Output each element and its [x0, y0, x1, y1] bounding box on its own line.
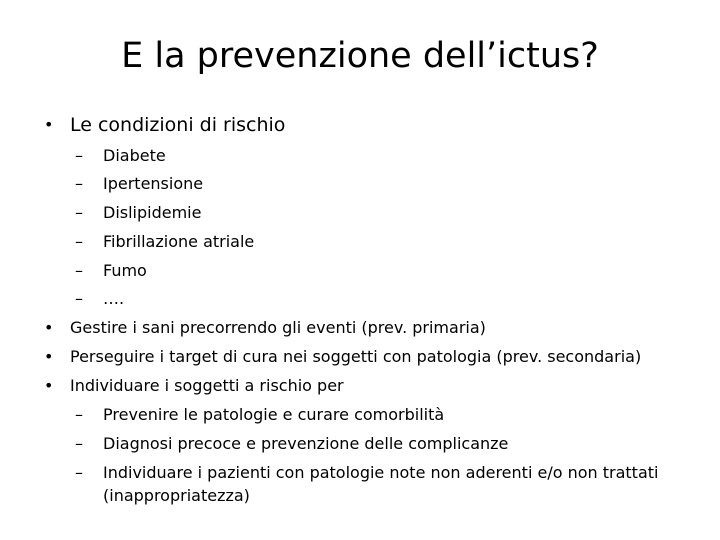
- bullet-text: Gestire i sani precorrendo gli eventi (prev. primaria): [70, 318, 486, 337]
- sub-item-text: Diabete: [103, 146, 166, 165]
- bullet-item-risk-conditions: [44, 113, 286, 137]
- sub-item: [75, 173, 204, 195]
- sub-item-continuation: [103, 485, 250, 507]
- sub-item-text: (inappropriatezza): [103, 486, 250, 505]
- sub-item: [75, 260, 147, 282]
- sub-item-text: Diagnosi precoce e prevenzione delle complicanze: [103, 434, 509, 453]
- sub-item-text: ….: [103, 289, 125, 308]
- bullet-marker: •: [44, 318, 54, 337]
- sub-item-text: Ipertensione: [103, 174, 204, 193]
- dash-marker: –: [75, 174, 83, 193]
- sub-item-text: Dislipidemie: [103, 203, 202, 222]
- dash-marker: –: [75, 289, 83, 308]
- dash-marker: –: [75, 261, 83, 280]
- bullet-item-primary-prevention: [44, 317, 486, 339]
- bullet-marker: •: [44, 115, 54, 134]
- sub-item: [75, 404, 445, 426]
- bullet-text: Le condizioni di rischio: [70, 114, 286, 136]
- sub-item-text: Fumo: [103, 261, 147, 280]
- dash-marker: –: [75, 463, 83, 482]
- dash-marker: –: [75, 434, 83, 453]
- bullet-marker: •: [44, 376, 54, 395]
- bullet-item-secondary-prevention: [44, 346, 642, 368]
- dash-marker: –: [75, 203, 83, 222]
- sub-item: [75, 202, 202, 224]
- sub-item: [75, 288, 125, 310]
- sub-item: [75, 231, 255, 253]
- sub-item: [75, 145, 166, 167]
- sub-item-text: Prevenire le patologie e curare comorbilità: [103, 405, 445, 424]
- dash-marker: –: [75, 146, 83, 165]
- bullet-item-risk-subjects: [44, 375, 344, 397]
- dash-marker: –: [75, 405, 83, 424]
- bullet-text: Perseguire i target di cura nei soggetti con patologia (prev. secondaria): [70, 347, 642, 366]
- dash-marker: –: [75, 232, 83, 251]
- sub-item: [75, 433, 509, 455]
- bullet-text: Individuare i soggetti a rischio per: [70, 376, 344, 395]
- sub-item-text: Fibrillazione atriale: [103, 232, 255, 251]
- slide-title: E la prevenzione dell’ictus?: [121, 36, 599, 76]
- bullet-marker: •: [44, 347, 54, 366]
- sub-item-text: Individuare i pazienti con patologie note non aderenti e/o non trattati: [103, 463, 659, 482]
- sub-item: [75, 462, 659, 484]
